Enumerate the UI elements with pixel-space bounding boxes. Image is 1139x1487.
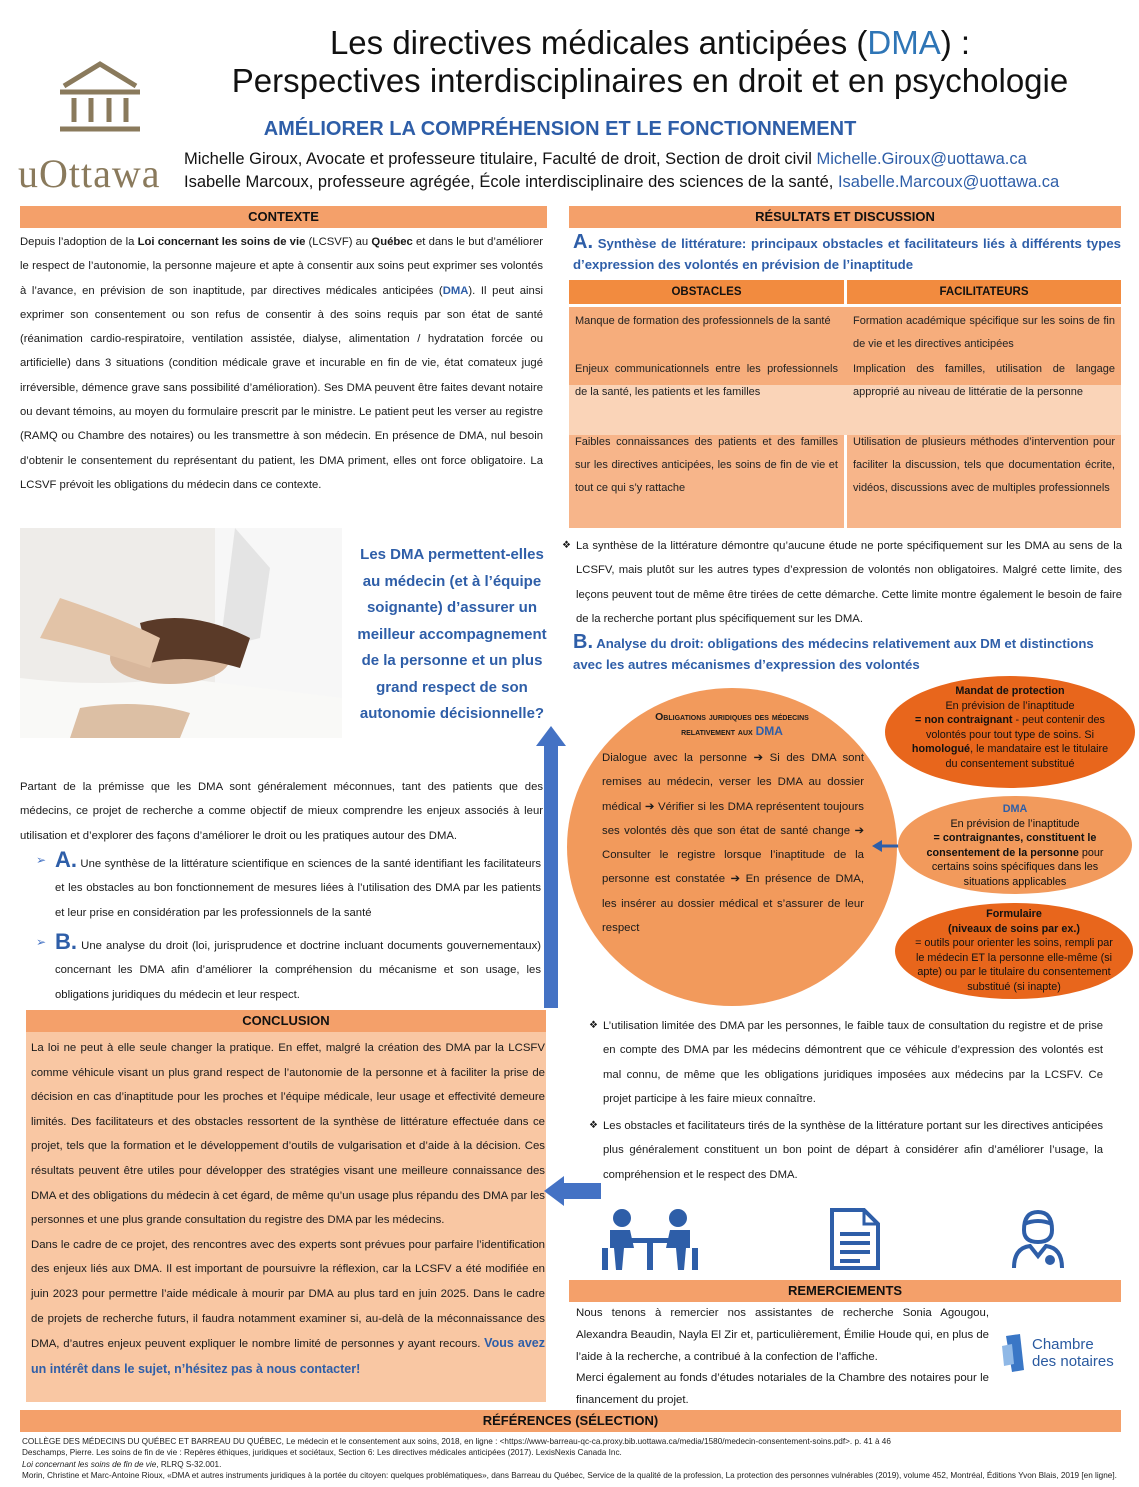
author-1-email[interactable]: Michelle.Giroux@uottawa.ca [816,150,1027,168]
author-2: Isabelle Marcoux, professeure agrégée, École interdisciplinaire des sciences de la santé, Isabelle.Marcoux@uottawa.ca [184,173,1060,191]
page-subtitle: AMÉLIORER LA COMPRÉHENSION ET LE FONCTIONNEMENT [263,118,857,140]
chambre-notaires-l2: des notaires [1032,1353,1114,1370]
formulaire-ellipse: Formulaire (niveaux de soins par ex.) = outils pour orienter les soins, rempli par le médecin ET la personne elle-même (si apte) ou par le titulaire du consentement substitué (si inapte) [895,903,1133,999]
hands-photo [20,528,342,738]
chambre-notaires-l1: Chambre [1032,1336,1094,1353]
table-cell: Implication des familles, utilisation de langage approprié au niveau de littératie de la personne [853,363,1115,398]
table-cell: Enjeux communicationnels entre les professionnels de la santé, les patients et les familles [575,363,838,398]
university-logo-icon [50,52,150,137]
author-1: Michelle Giroux, Avocate et professeure titulaire, Faculté de droit, Section de droit civil Michelle.Giroux@uottawa.ca [184,150,1027,168]
contact-cta: Vous avez un intérêt dans le sujet, n’hésitez pas à nous contacter! [31,1336,545,1376]
logo-text: uOttawa [18,151,161,196]
result-bullet-3: ❖ Les obstacles et facilitateurs tirés de la synthèse de la littérature portant sur les directives anticipées plus généralement constituent un bon point de départ à considérer afin d’améliorer l’usage, la compréhension et le respect des DMA. [589,1120,1103,1181]
table-header-facilitateurs: FACILITATEURS [847,280,1121,304]
obligations-title: Obligations juridiques des médecins relativement aux DMA [655,711,809,738]
author-2-email[interactable]: Isabelle.Marcoux@uottawa.ca [837,173,1060,191]
doctor-icon [1010,1208,1066,1270]
conclusion-text: La loi ne peut à elle seule changer la pratique. En effet, malgré la création des DMA par la LCSFV comme véhicule visant un plus grand respect de l’autonomie de la personne et à faciliter la prise de décision en cas d’inaptitude pour les proches et l’équipe médicale, leur usage et effectivité demeure limités. Des facilitateurs et des obstacles ressortent de la synthèse de littérature effectuée dans ce projet, tels que la formation et le développement d’outils de vulgarisation et d’aide à la décision. Ces résultats peuvent être utiles pour développer des stratégies visant une meilleure connaissance des DMA et des obligations du médecin à cet égard, de même qu’un usage plus répandu des DMA par les personnes et une plus grande consultation du registre des DMA par les médecins. Dans le cadre de ce projet, des rencontres avec des experts sont prévues pour parfaire l’identification des enjeux liés aux DMA. Il est important de poursuivre la réflexion, car la LCSFV a été modifiée en juin 2023 pour permettre l’aide médicale à mourir par DMA au plus tard en juin 2025. Dans le cadre de projets de recherche futurs, il faudra notamment examiner si, au-delà de la méconnaissance des DMA, d’autres enjeux peuvent expliquer le nombre limité de personnes y ayant recours. Vous avez un intérêt dans le sujet, n’hésitez pas à nous contacter! [31,1042,545,1376]
mandat-ellipse: Mandat de protection En prévision de l’inaptitude = non contraignant - peut contenir des volontés pour tout type de soins. Si homologué, le mandataire est le titulaire du consentement substitué [885,676,1135,788]
objective-paragraph: Partant de la prémisse que les DMA sont généralement méconnues, tant des patients que des médecins, ce projet de recherche a comme objectif de mieux comprendre les enjeux associés à leur utilisation et d’explorer des façons d’améliorer le droit ou les pratiques autour des DMA. [20,781,543,842]
objective-item-b: ➢ B. Une analyse du droit (loi, jurisprudence et doctrine incluant documents gouvernementaux) concernant les DMA afin d’améliorer la compréhension du mécanisme et son usage, les obligations juridiques du médecin et leur respect. [36,929,542,1001]
reference-item: COLLÈGE DES MÉDECINS DU QUÉBEC ET BARREAU DU QUÉBEC, Le médecin et le consentement aux soins, 2018, en ligne : <https://www-barreau-qc-ca.proxy.bib.uottawa.ca/media/1580/medecin-consentement-soins.pdf>. p. 41 à 46 [22,1437,891,1446]
research-question: Les DMA permettent-elles au médecin (et à l’équipe soignante) d’assurer un meilleur accompagnement de la personne et un plus grand respect de son autonomie décisionnelle? [357,546,547,722]
section-a-title: A. Synthèse de littérature: principaux obstacles et facilitateurs liés à différents types d’expression des volontés en prévision de l’inaptitude [573,231,1121,272]
table-cell: Formation académique spécifique sur les soins de fin de vie et les directives anticipées [853,315,1115,350]
section-b-title: B. Analyse du droit: obligations des médecins relativement aux DM et distinctions avec les autres mécanismes d’expression des volontés [573,631,1094,672]
page-title: Les directives médicales anticipées (DMA) : Perspectives interdisciplinaires en droit et en psychologie [231,24,1069,99]
arrow-left-icon [544,1176,601,1206]
references-list [22,1436,1122,1481]
resultats-heading: RÉSULTATS ET DISCUSSION [569,206,1121,228]
objective-item-a: ➢ A. Une synthèse de la littérature scientifique en sciences de la santé identifiant les facilitateurs et les obstacles au bon fonctionnement de mesures liées à l’utilisation des DMA par les patients et leur prise en considération par les professionnels de la santé [36,847,541,919]
contexte-paragraph: Depuis l’adoption de la Loi concernant les soins de vie (LCSVF) au Québec et dans le but d’améliorer le respect de l’autonomie, la personne majeure et apte à consentir aux soins peut exprimer ses volontés à l’avance, en prévision de son inaptitude, par directives médicales anticipées (DMA). Il peut ainsi exprimer son consentement ou son refus de consentir à des soins requis par son état de santé (réanimation cardio-respiratoire, ventilation assistée, dialyse, alimentation / hydratation forcée ou artificielle) dans 3 situations (condition médicale grave et incurable en fin de vie, état comateux jugé irréversible, démence grave sans possibilité d’amélioration). Ses DMA peuvent être faites devant notaire ou devant témoins, au moyen du formulaire prescrit par le ministre. Le patient peut les verser au registre (RAMQ ou Chambre des notaires) ou les transmettre à son médecin. En présence de DMA, nul besoin d’obtenir le consentement du représentant du patient, les DMA priment, elles ont force obligatoire. La LCSVF prévoit les obligations du médecin dans ce contexte. [20,236,543,491]
result-bullet-2: ❖ L’utilisation limitée des DMA par les personnes, le faible taux de consultation du registre et de prise en compte des DMA par les médecins démontrent que ce véhicule d’expression des volontés est mal connu, de même que les obligations juridiques imposées aux médecins par la LCSFV. Ce projet participe à les faire mieux connaître. [589,1020,1103,1105]
dma-ellipse: DMA En prévision de l’inaptitude = contraignantes, constituent le consentement de la personne pour certains soins spécifiques dans les situations applicables [898,796,1132,894]
table-header-obstacles: OBSTACLES [569,280,844,304]
reference-item: Deschamps, Pierre. Les soins de fin de vie : Repères éthiques, juridiques et sociétaux, Section 6: Les directives médicales anticipées (2017). LexisNexis Canada Inc. [22,1448,622,1458]
document-icon [830,1208,880,1270]
contexte-heading: CONTEXTE [20,206,547,228]
result-bullet-1: ❖ La synthèse de la littérature démontre qu’aucune étude ne porte spécifiquement sur les DMA au sens de la LCSFV, mais plutôt sur les autres types d’expression de volontés non obligatoires. Malgré cette limite, des leçons peuvent tout de même être tirées de cette démarche. Cette limite montre également le besoin de faire de la recherche portant plus spécifiquement sur les DMA. [562,540,1122,625]
table-cell: Utilisation de plusieurs méthodes d’intervention pour faciliter la discussion, tels que documentation écrite, vidéos, discussions avec de multiples professionnels [853,436,1115,494]
remerciements-text: Nous tenons à remercier nos assistantes de recherche Sonia Agougou, Alexandra Beaudin, Nayla El Zir et, particulièrement, Émilie Houde qui, en plus de l’aide à la recherche, a contribué à la confection de l’affiche. Merci également au fonds d’études notariales de la Chambre des notaires pour le financement du projet. [576,1307,989,1407]
reference-item: Morin, Christine et Marc-Antoine Rioux, «DMA et autres instruments juridiques à la portée du citoyen: quelques problématiques», dans Barreau du Québec, Service de la qualité de la profession, La protection des personnes vulnérables (2019), volume 452, Montréal, Éditions Yvon Blais, 2019 [en ligne]. [22,1470,1117,1480]
reference-item: Loi concernant les soins de fin de vie, RLRQ S-32.001. [22,1459,222,1469]
remerciements-heading: REMERCIEMENTS [569,1280,1121,1302]
conclusion-heading: CONCLUSION [26,1010,546,1032]
table-cell: Faibles connaissances des patients et des familles sur les directives anticipées, les soins de fin de vie et tout ce qui s’y rattache [575,436,838,494]
meeting-icon [600,1208,700,1270]
chambre-notaires-logo-icon [1000,1330,1120,1378]
table-cell: Manque de formation des professionnels de la santé [575,315,831,327]
obligations-text: Dialogue avec la personne ➔ Si des DMA sont remises au médecin, verser les DMA au dossier médical ➔ Vérifier si les DMA représentent toujours ses volontés dès que son état de santé change ➔ Consulter le registre lorsque l’inaptitude de la personne est constatée ➔ En présence de DMA, les insérer au dossier médical et s’assurer de leur respect [602,752,864,935]
references-heading: RÉFÉRENCES (SÉLECTION) [20,1410,1121,1432]
results-table [569,280,1121,528]
